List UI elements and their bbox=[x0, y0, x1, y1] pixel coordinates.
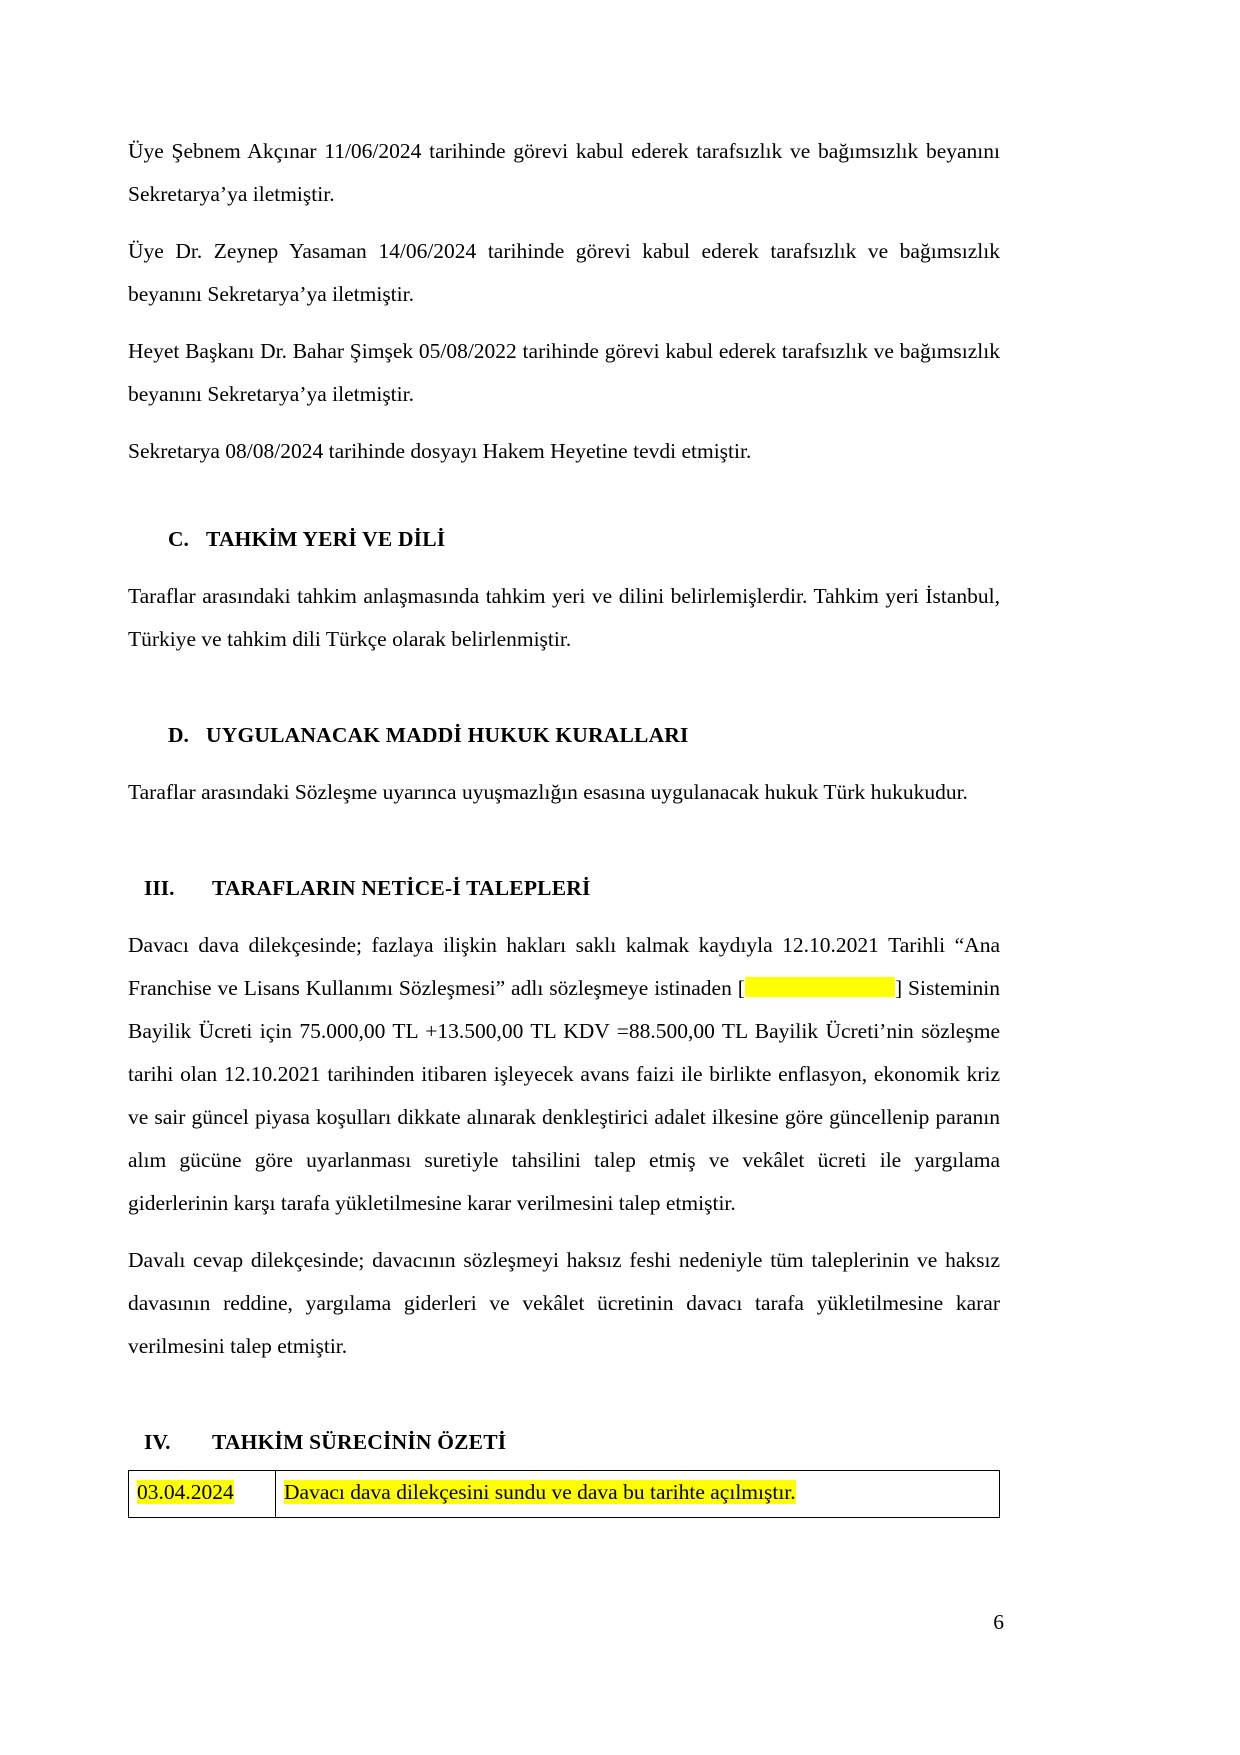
redaction-highlight-box bbox=[745, 977, 895, 997]
heading-section-d bbox=[128, 715, 1000, 755]
heading-section-iii bbox=[128, 868, 1000, 908]
spacer bbox=[128, 755, 1000, 771]
arbitration-timeline-table bbox=[128, 1470, 1000, 1518]
spacer bbox=[128, 908, 1000, 924]
heading-section-iv bbox=[128, 1422, 1000, 1462]
heading-section-c bbox=[128, 519, 1000, 559]
paragraph-applicable-law: Taraflar arasındaki Sözleşme uyarınca uyuşmazlığın esasına uygulanacak hukuk Türk hukukudur. bbox=[128, 780, 968, 804]
spacer bbox=[128, 675, 1000, 715]
heading-section-iv-title: TAHKİM SÜRECİNİN ÖZETİ bbox=[212, 1430, 507, 1454]
paragraph-secretariat-transfer: Sekretarya 08/08/2024 tarihinde dosyayı Hakem Heyetine tevdi etmiştir. bbox=[128, 439, 752, 463]
table-cell-date-text: 03.04.2024 bbox=[137, 1480, 234, 1504]
paragraph-member-akcinar: Üye Şebnem Akçınar 11/06/2024 tarihinde görevi kabul ederek tarafsızlık ve bağımsızlık beyanını Sekretarya’ya iletmiştir. bbox=[128, 139, 1000, 206]
heading-section-iii-title: TARAFLARIN NETİCE-İ TALEPLERİ bbox=[212, 876, 591, 900]
heading-section-c-number: C. bbox=[168, 527, 189, 551]
heading-section-d-title: UYGULANACAK MADDİ HUKUK KURALLARI bbox=[206, 723, 689, 747]
paragraph-claimant-requests bbox=[128, 924, 1000, 1225]
table-body bbox=[129, 1471, 1000, 1518]
spacer bbox=[128, 828, 1000, 868]
paragraph-chair-simsek: Heyet Başkanı Dr. Bahar Şimşek 05/08/2022 tarihinde görevi kabul ederek tarafsızlık ve bağımsızlık beyanını Sekretarya’ya iletmiştir. bbox=[128, 339, 1000, 406]
claimant-request-text-after-redaction: ] Sisteminin Bayilik Ücreti için 75.000,00 TL +13.500,00 TL KDV =88.500,00 TL Bayilik Ücreti’nin sözleşme tarihi olan 12.10.2021 tarihinden itibaren işleyecek avans faizi ile birlikte enflasyon, ekonomik kriz ve sair güncel piyasa koşulları dikkate alınarak denkleştirici adalet ilkesine göre güncellenip paranın alım gücüne göre uyarlanması suretiyle tahsilini talep etmiş ve vekâlet ücreti ile yargılama giderlerinin karşı tarafa yükletilmesine karar verilmesini talep etmiştir. bbox=[128, 976, 1000, 1215]
heading-section-iv-number: IV. bbox=[144, 1430, 171, 1454]
spacer bbox=[128, 559, 1000, 575]
paragraph-member-yasaman: Üye Dr. Zeynep Yasaman 14/06/2024 tarihinde görevi kabul ederek tarafsızlık ve bağımsızlık beyanını Sekretarya’ya iletmiştir. bbox=[128, 239, 1000, 306]
table-row bbox=[129, 1471, 1000, 1518]
table-cell-description bbox=[276, 1471, 1000, 1518]
table-cell-description-text: Davacı dava dilekçesini sundu ve dava bu tarihte açılmıştır. bbox=[284, 1480, 796, 1504]
spacer bbox=[128, 489, 1000, 519]
heading-section-d-number: D. bbox=[168, 723, 189, 747]
claimant-request-text-before-redaction: Davacı dava dilekçesinde; fazlaya ilişkin hakları saklı kalmak kaydıyla 12.10.2021 Tarihli “Ana Franchise ve Lisans Kullanımı Sözleşmesi” adlı sözleşmeye istinaden [ bbox=[128, 933, 1000, 1000]
spacer bbox=[128, 1382, 1000, 1422]
paragraph-respondent-requests: Davalı cevap dilekçesinde; davacının sözleşmeyi haksız feshi nedeniyle tüm taleplerinin ve haksız davasının reddine, yargılama giderleri ve vekâlet ücretinin davacı tarafa yükletilmesine karar verilmesini talep etmiştir. bbox=[128, 1248, 1000, 1358]
table-cell-date bbox=[129, 1471, 276, 1518]
heading-section-c-title: TAHKİM YERİ VE DİLİ bbox=[206, 527, 446, 551]
heading-section-iii-number: III. bbox=[144, 876, 175, 900]
paragraph-seat-and-language: Taraflar arasındaki tahkim anlaşmasında tahkim yeri ve dilini belirlemişlerdir. Tahkim yeri İstanbul, Türkiye ve tahkim dili Türkçe olarak belirlenmiştir. bbox=[128, 584, 1000, 651]
page-number: 6 bbox=[993, 1609, 1004, 1634]
